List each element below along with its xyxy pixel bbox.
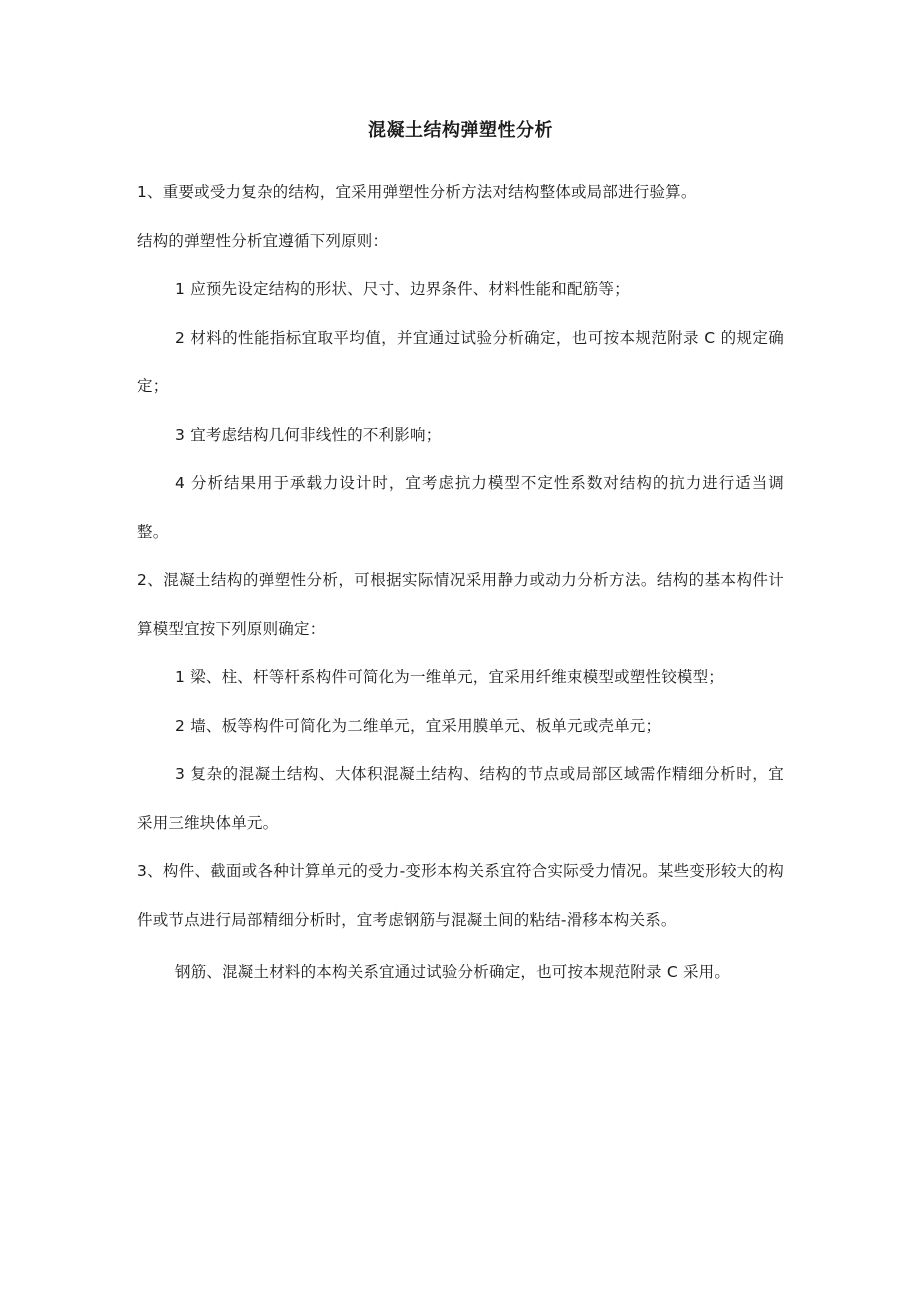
clause-2-item-1: 1 梁、柱、杆等杆系构件可简化为一维单元，宜采用纤维束模型或塑性铰模型； [175, 668, 724, 686]
clause-1-item-4: 4 分析结果用于承载力设计时，宜考虑抗力模型不定性系数对结构的抗力进行适当调整。 [137, 474, 784, 541]
clause-3-note: 钢筋、混凝土材料的本构关系宜通过试验分析确定，也可按本规范附录 C 采用。 [175, 963, 731, 981]
clause-1-principles-intro: 结构的弹塑性分析宜遵循下列原则： [137, 231, 389, 250]
clause-2-item-2: 2 墙、板等构件可简化为二维单元，宜采用膜单元、板单元或壳单元； [175, 716, 662, 735]
document-title: 混凝土结构弹塑性分析 [368, 120, 553, 141]
clause-1-item-2: 2 材料的性能指标宜取平均值，并宜通过试验分析确定，也可按本规范附录 C 的规定确定； [137, 328, 784, 395]
clause-2: 2、混凝土结构的弹塑性分析，可根据实际情况采用静力或动力分析方法。结构的基本构件计算模型宜按下列原则确定： [137, 571, 784, 638]
clause-1-item-1: 1 应预先设定结构的形状、尺寸、边界条件、材料性能和配筋等； [175, 280, 630, 298]
clause-1-item-3: 3 宜考虑结构几何非线性的不利影响； [175, 425, 442, 444]
clause-1: 1、重要或受力复杂的结构，宜采用弹塑性分析方法对结构整体或局部进行验算。 [137, 183, 697, 201]
clause-2-item-3: 3 复杂的混凝土结构、大体积混凝土结构、结构的节点或局部区域需作精细分析时，宜采用三维块体单元。 [137, 765, 784, 832]
clause-3: 3、构件、截面或各种计算单元的受力-变形本构关系宜符合实际受力情况。某些变形较大的构件或节点进行局部精细分析时，宜考虑钢筋与混凝土间的粘结-滑移本构关系。 [137, 862, 784, 929]
